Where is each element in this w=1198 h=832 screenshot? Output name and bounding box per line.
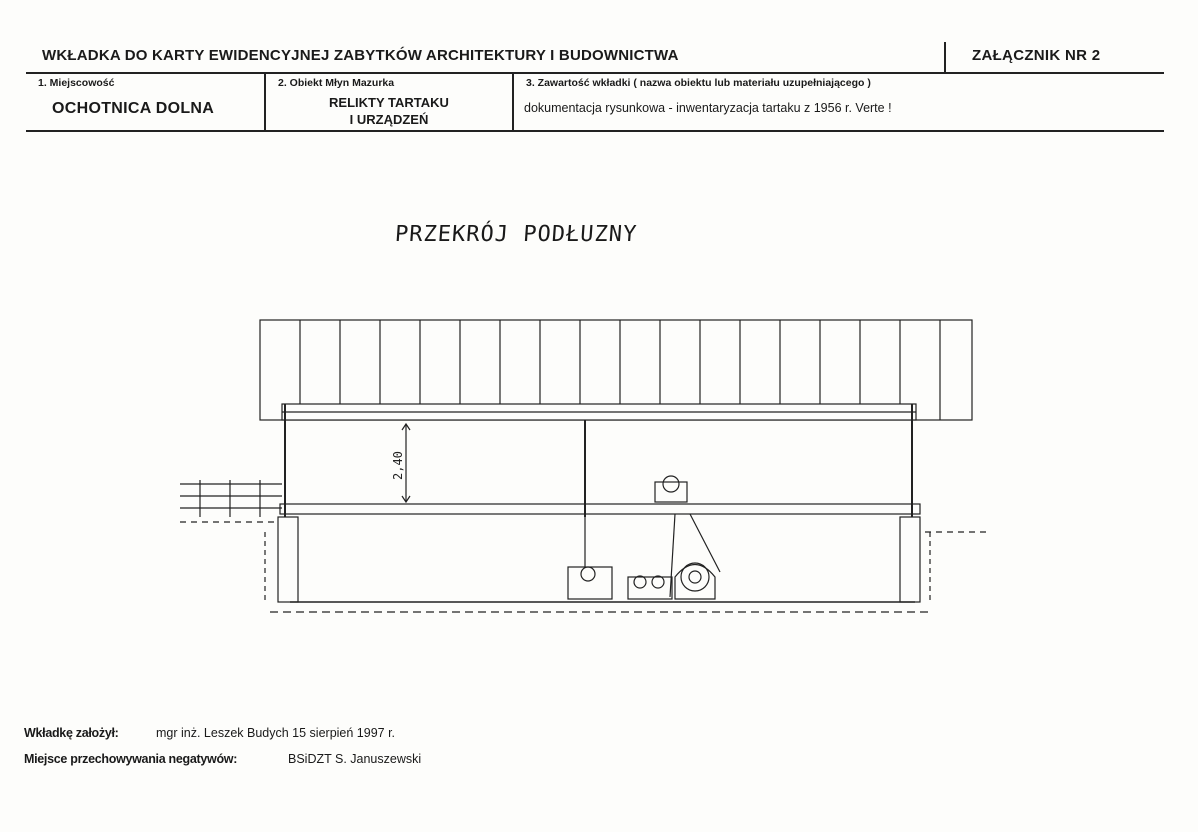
field-place xyxy=(26,74,264,130)
footer-author xyxy=(24,726,396,740)
sawmill-section-sketch xyxy=(130,172,1030,672)
author-label: Wkładkę założył: xyxy=(24,726,119,740)
header-divider xyxy=(944,42,946,72)
left-foundation xyxy=(278,517,298,602)
field-contents-value: dokumentacja rysunkowa - inwentaryzacja tartaku z 1956 r. Verte ! xyxy=(524,101,892,115)
field-contents-label: 3. Zawartość wkładki ( nazwa obiektu lub materiału uzupełniającego ) xyxy=(526,77,871,89)
right-foundation xyxy=(900,517,920,602)
fields-row xyxy=(26,74,1164,132)
floor-beam xyxy=(280,504,920,514)
field-object-value-line1: RELIKTY TARTAKU xyxy=(329,95,449,110)
field-object xyxy=(266,74,512,130)
field-object-value-line2: I URZĄDZEŃ xyxy=(349,112,429,127)
author-value: mgr inż. Leszek Budych 15 sierpień 1997 r. xyxy=(156,726,396,740)
dimension-label: 2,40 xyxy=(391,451,405,480)
footer-negatives xyxy=(24,752,422,766)
annex-number: ZAŁĄCZNIK NR 2 xyxy=(972,47,1101,64)
negatives-label: Miejsce przechowywania negatywów: xyxy=(24,752,238,766)
field-place-value: OCHOTNICA DOLNA xyxy=(52,100,215,117)
negatives-value: BSiDZT S. Januszewski xyxy=(288,752,422,766)
header-rule-bottom xyxy=(26,130,1164,132)
lower-machine-left xyxy=(568,567,612,599)
drawing-title: PRZEKRÓJ PODŁUZNY xyxy=(394,222,639,247)
header xyxy=(26,40,1164,74)
upper-motor xyxy=(655,476,720,597)
field-place-label: 1. Miejscowość xyxy=(38,77,115,89)
field-contents xyxy=(514,74,1164,130)
flywheel-housing xyxy=(675,565,715,600)
field-object-label: 2. Obiekt Młyn Mazurka xyxy=(278,77,395,89)
section-drawing xyxy=(130,172,1030,672)
document-title: WKŁADKA DO KARTY EWIDENCYJNEJ ZABYTKÓW ARCHITEKTURY I BUDOWNICTWA xyxy=(42,47,679,64)
